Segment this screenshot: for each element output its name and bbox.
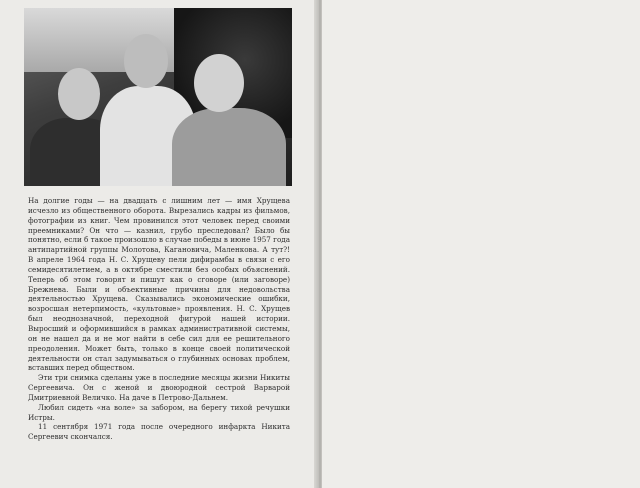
paragraph-1: На долгие годы — на двадцать с лишним лет — имя Хрущева исчезло из общественного оборота. Вырезались кадры из фильмов, фотографии из книг. Чем провинился этот человек перед своими преемниками? Он что — казнил, грубо преследовал? Было бы понятно, если б такое произошло в случае победы в июне 1957 года антипартийной группы Молотова, Кагановича, Маленкова. А тут?! В апреле 1964 года Н. С. Хрущеву пели дифирамбы в связи с его семидесятилетием, а в октябре сместили без особых объяснений. Теперь об этом говорят и пишут как о сговоре (или заговоре) Брежнева. Были и объективные причины для недовольства деятельностью Хрущева. Сказывались экономические ошибки, возросшая нетерпимость, «культовые» проявления. Н. С. Хрущев был неоднозначной, переходной фигурой нашей истории. Выросший и оформившийся в рамках административной системы, он не нашел да и не мог найти в себе сил для ее решительного преодоления. Может быть, только в конце своей политической деятельности он стал задумываться о глубинных основах проблем, вставших перед обществом.: [28, 196, 290, 373]
paragraph-4: 11 сентября 1971 года после очередного инфаркта Никита Сергеевич скончался.: [28, 422, 290, 442]
person-right: [172, 108, 286, 186]
right-page: [322, 0, 640, 488]
head-right: [194, 54, 244, 112]
head-left: [58, 68, 100, 120]
paragraph-2: Эти три снимка сделаны уже в последние месяцы жизни Никиты Сергеевича. Он с женой и двоюродной сестрой Варварой Дмитриевной Величко. На даче в Петрово-Дальнем.: [28, 373, 290, 402]
paragraph-3: Любил сидеть «на воле» за забором, на берегу тихой речушки Истры.: [28, 402, 290, 422]
head-center: [124, 34, 168, 88]
body-text: [28, 196, 290, 442]
left-page: [0, 0, 318, 488]
photo-family-portrait: [24, 8, 292, 186]
